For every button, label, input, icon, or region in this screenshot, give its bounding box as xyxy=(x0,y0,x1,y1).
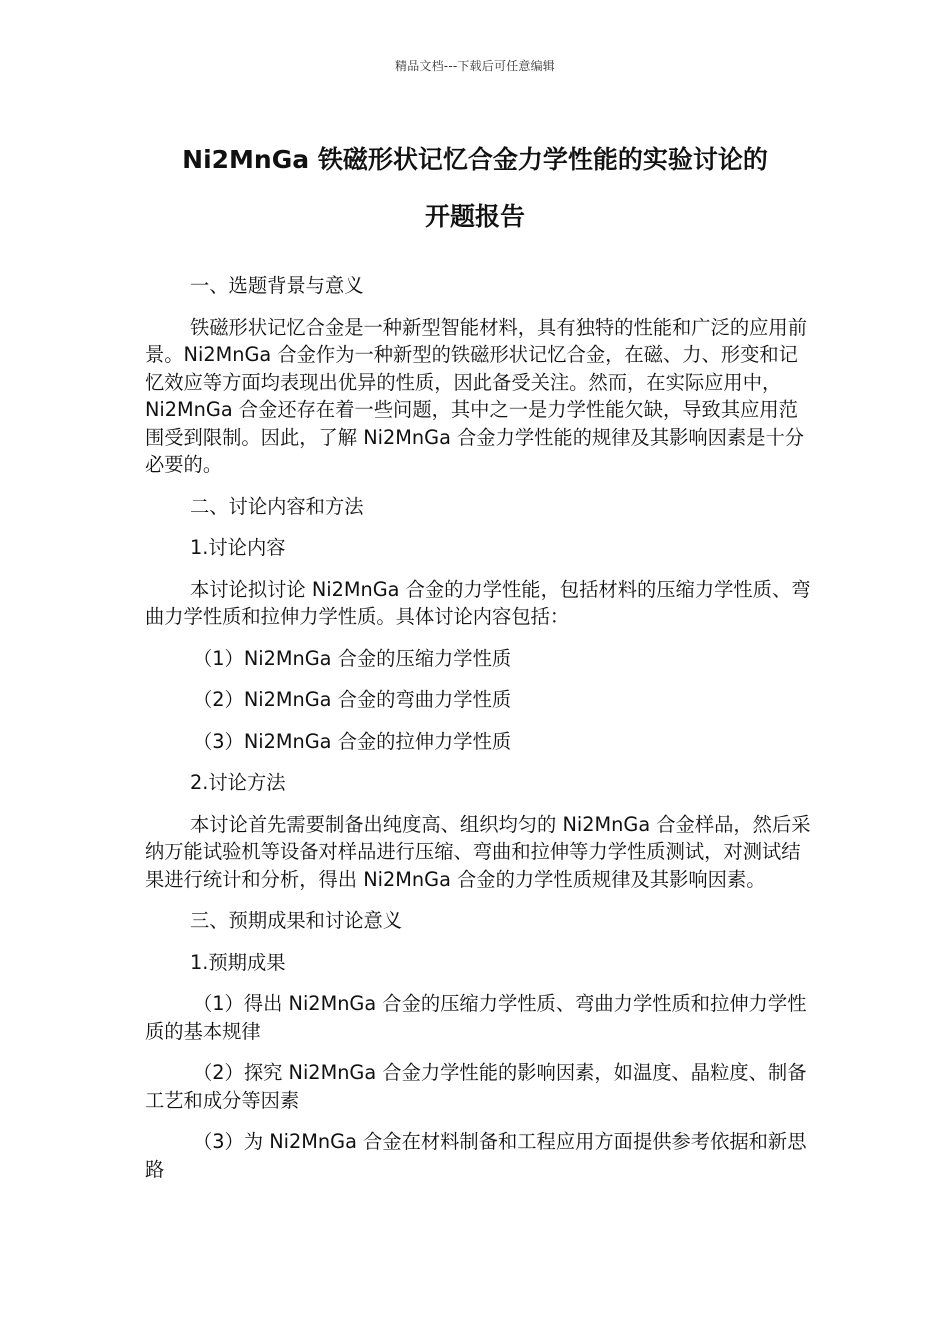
expected-result-item: （3）为 Ni2MnGa 合金在材料制备和工程应用方面提供参考依据和新思路 xyxy=(145,1130,807,1181)
background-paragraph: 铁磁形状记忆合金是一种新型智能材料，具有独特的性能和广泛的应用前景。Ni2MnGa 合金作为一种新型的铁磁形状记忆合金，在磁、力、形变和记忆效应等方面均表现出优异的性质，因此备受关注。然而，在实际应用中，Ni2MnGa 合金还存在着一些问题，其中之一是力学性能欠缺，导致其应用范围受到限制。因此，了解 Ni2MnGa 合金力学性能的规律及其影响因素是十分必要的。 xyxy=(145,315,807,476)
expected-result-item: （1）得出 Ni2MnGa 合金的压缩力学性质、弯曲力学性质和拉伸力学性质的基本规律 xyxy=(145,992,807,1043)
content-list-item: （2）Ni2MnGa 合金的弯曲力学性质 xyxy=(193,688,512,711)
content-list-item: （3）Ni2MnGa 合金的拉伸力学性质 xyxy=(193,729,512,753)
method-paragraph: 本讨论首先需要制备出纯度高、组织均匀的 Ni2MnGa 合金样品，然后采纳万能试验机等设备对样品进行压缩、弯曲和拉伸等力学性质测试，对测试结果进行统计和分析，得出 Ni2MnGa 合金的力学性质规律及其影响因素。 xyxy=(145,812,811,891)
expected-result-item: （2）探究 Ni2MnGa 合金力学性能的影响因素，如温度、晶粒度、制备工艺和成分等因素 xyxy=(145,1061,807,1112)
section-heading-expected-results: 三、预期成果和讨论意义 xyxy=(190,909,403,932)
section-heading-background: 一、选题背景与意义 xyxy=(190,274,364,297)
subheading-method: 2.讨论方法 xyxy=(190,771,286,794)
header-note: 精品文档---下载后可任意编辑 xyxy=(395,59,555,73)
content-paragraph: 本讨论拟讨论 Ni2MnGa 合金的力学性能，包括材料的压缩力学性质、弯曲力学性质和拉伸力学性质。具体讨论内容包括： xyxy=(145,577,811,628)
section-heading-content-method: 二、讨论内容和方法 xyxy=(190,494,364,518)
document-title-line-2: 开题报告 xyxy=(424,202,525,231)
subheading-content: 1.讨论内容 xyxy=(190,536,286,559)
document-title-line-1: Ni2MnGa 铁磁形状记忆合金力学性能的实验讨论的 xyxy=(182,145,768,174)
subheading-expected-results: 1.预期成果 xyxy=(190,950,286,974)
document-body xyxy=(145,272,813,1197)
content-list-item: （1）Ni2MnGa 合金的压缩力学性质 xyxy=(193,646,512,670)
